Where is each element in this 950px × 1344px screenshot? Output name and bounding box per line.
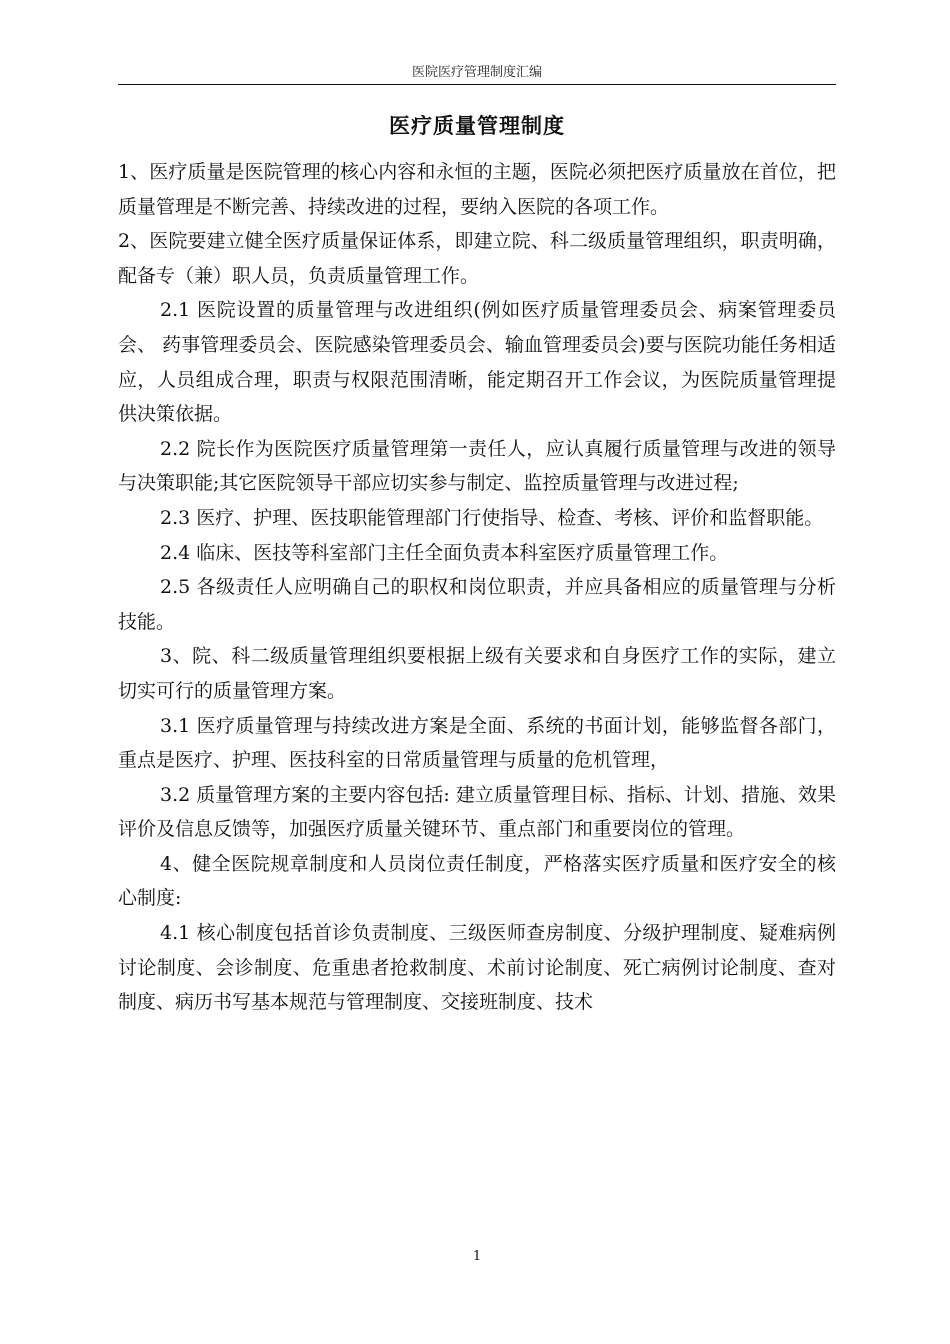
paragraph-2-3: 2.3 医疗、护理、医技职能管理部门行使指导、检查、考核、评价和监督职能。 — [160, 506, 824, 529]
paragraph-2-5: 2.5 各级责任人应明确自己的职权和岗位职责，并应具备相应的质量管理与分析技能。 — [118, 576, 836, 633]
page-number: 1 — [472, 1249, 482, 1264]
paragraph-2-4: 2.4 临床、医技等科室部门主任全面负责本科室医疗质量管理工作。 — [160, 541, 729, 564]
paragraph-3-1: 3.1 医疗质量管理与持续改进方案是全面、系统的书面计划，能够监督各部门，重点是医疗、护理、医技科室的日常质量管理与质量的危机管理， — [118, 714, 836, 772]
paragraph-1: 1、医疗质量是医院管理的核心内容和永恒的主题，医院必须把医疗质量放在首位，把质量管理是不断完善、持续改进的过程，要纳入医院的各项工作。 — [118, 161, 836, 218]
paragraph-2-2: 2.2 院长作为医院医疗质量管理第一责任人，应认真履行质量管理与改进的领导与决策职能;其它医院领导干部应切实参与制定、监控质量管理与改进过程; — [118, 437, 836, 495]
paragraph-4-1: 4.1 核心制度包括首诊负责制度、三级医师查房制度、分级护理制度、疑难病例讨论制度、会诊制度、危重患者抢救制度、术前讨论制度、死亡病例讨论制度、查对制度、病历书写基本规范与管理制度、交接班制度、技术 — [118, 922, 836, 1014]
paragraph-3-2: 3.2 质量管理方案的主要内容包括: 建立质量管理目标、指标、计划、措施、效果评价及信息反馈等，加强医疗质量关键环节、重点部门和重要岗位的管理。 — [118, 783, 836, 841]
document-body — [118, 155, 836, 1020]
paragraph-2-1: 2.1 医院设置的质量管理与改进组织(例如医疗质量管理委员会、病案管理委员会、 药事管理委员会、医院感染管理委员会、输血管理委员会)要与医院功能任务相适应，人员组成合理，职责与权限范围清晰，能定期召开工作会议，为医院质量管理提供决策依据。 — [118, 299, 836, 426]
paragraph-4: 4、健全医院规章制度和人员岗位责任制度，严格落实医疗质量和医疗安全的核心制度: — [118, 852, 836, 910]
running-header: 医院医疗管理制度汇编 — [411, 65, 542, 80]
header-divider — [118, 84, 836, 85]
paragraph-2: 2、医院要建立健全医疗质量保证体系，即建立院、科二级质量管理组织，职责明确，配备专（兼）职人员，负责质量管理工作。 — [118, 230, 836, 287]
document-title: 医疗质量管理制度 — [389, 113, 565, 138]
paragraph-3: 3、院、科二级质量管理组织要根据上级有关要求和自身医疗工作的实际，建立切实可行的质量管理方案。 — [118, 645, 836, 702]
